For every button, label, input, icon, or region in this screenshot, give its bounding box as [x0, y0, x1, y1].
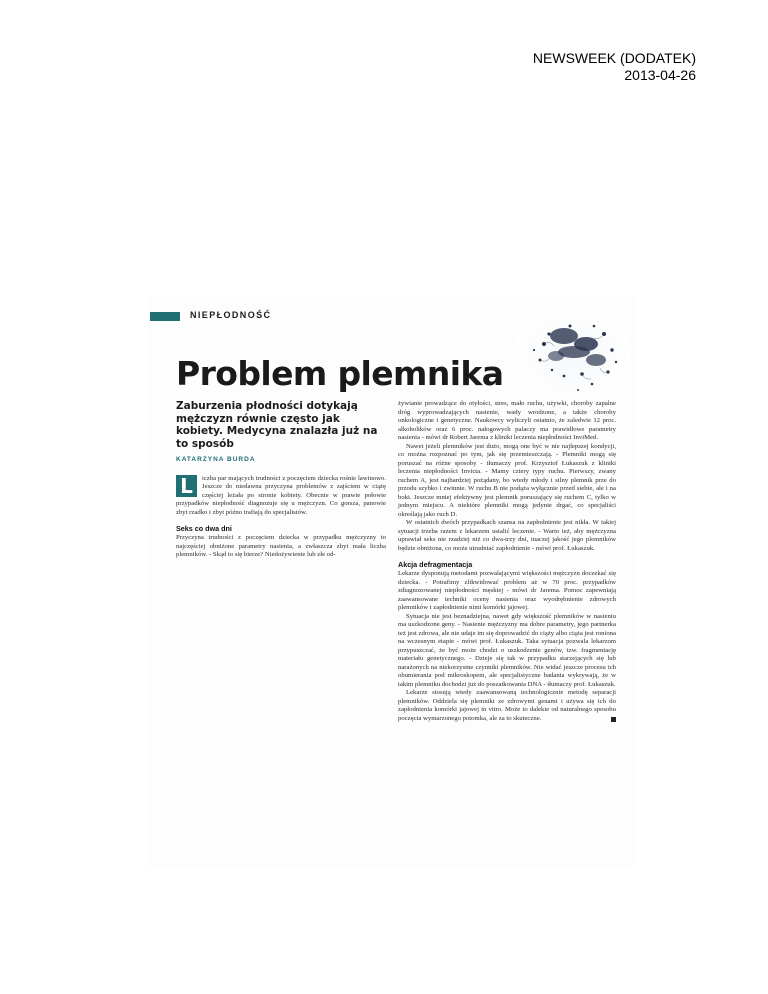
- paragraph-right-3: W ostatnich dwóch przypadkach szansa na zapłodnienie jest nikła. W takiej sytuacji trzeba razem z lekarzem ustalić leczenie. - Warto też, aby mężczyzna uprawiał seks nie rzadziej niż co dwa-trzy dni, inaczej jakość jego plemników będzie obniżona, co może utrudniać zapłodnienie - mówi prof. Łukaszuk.: [398, 519, 616, 552]
- column-right: [398, 400, 616, 723]
- paragraph-right-6: Lekarze stosują wtedy zaawansowaną technologicznie metodę separacji plemników. Oddziela się plemniki ze zdrowymi genami i używa się ich do zapłodnienia komórki jajowej in vitro. Może to dalekie od naturalnego sposobu poczęcia wymarzonego potomka, ale za to skuteczne.: [398, 689, 616, 722]
- paragraph-right-1: żywianie prowadzące do otyłości, stres, mało ruchu, używki, choroby zapalne dróg wyprowadzających nasienie, wady wrodzone, a także choroby onkologiczne i genetyczne. Naukowcy wyliczyli ostatnio, że zaledwie 12 proc. alkoholików oraz 6 proc. nałogowych palaczy ma prawidłowe parametry nasienia - mówi dr Robert Jarema z kliniki leczenia niepłodności InviMed.: [398, 400, 616, 441]
- subhead-akcja: Akcja defragmentacja: [398, 560, 473, 569]
- sperm-microscope-photo: [504, 304, 634, 404]
- article-clipping: [148, 296, 634, 868]
- column-left: [176, 400, 386, 560]
- paragraph-right-5: Sytuacja nie jest beznadziejna, nawet gdy większość plemników w nasieniu ma uszkodzone geny. - Nasienie mężczyzny ma dobre parametry, jego partnerka też jest zdrowa, ale nie udaje im się doprowadzić do ciąży albo ciąża jest roniona na wczesnym etapie - mówi prof. Łukaszuk. Taka sytuacja pozwala lekarzom przypuszczać, że być może chodzi o uszkodzenie genów, tzw. fragmentację materiału genetycznego. - Dzieje się tak w przypadku starzejących się lub narażonych na niekorzystne czynniki plemników. Nie widać jeszcze procesu ich obumierania pod mikroskopem, ale specjalistyczne badania wykrywają, że w takim plemniku dochodzi już do poszatkowania DNA - tłumaczy prof. Łukaszuk.: [398, 612, 616, 688]
- headline: Problem plemnika: [176, 354, 504, 393]
- paragraph-intro: iczba par mających trudności z poczęciem dziecka rośnie lawinowo. Jeszcze do niedawna przyczyna problemów z zajściem w ciążę częściej leżała po stronie kobiety. Obecnie w prawie połowie przypadków niepłodność diagnozuje się u mężczyzn. Co gorsza, panowie zbyt rzadko i zbyt późno trafiają do specjalistów.: [176, 474, 386, 516]
- paragraph-right-4: Lekarze dysponują metodami pozwalającymi większości mężczyzn doczekać się dziecka. - Potrafimy zlikwidować problem aż w 70 proc. przypadków zdiagnozowanej niepłodności męskiej - mówi dr Jarema. Pomoc zapewniają zaawansowane techniki oceny nasienia oraz wyodrębnienie zdrowych plemników i zapłodnienie nimi komórki jajowej.: [398, 570, 616, 611]
- section-label: NIEPŁODNOŚĆ: [190, 310, 272, 320]
- section-bar: [150, 312, 180, 321]
- paragraph-left-2: Przyczyna trudności z poczęciem dziecka w przypadku mężczyzny to najczęściej obniżone parametry nasienia, a zwłaszcza zbyt mała liczba plemników. - Skąd to się bierze? Niedożywienie lub złe od-: [176, 534, 386, 558]
- paragraph-right-2: Nawet jeżeli plemników jest dużo, mogą one być w nie najlepszej kondycji, co można rozpoznać po tym, jak się przemieszczają. - Plemniki mogą się poruszać na różne sposoby - tłumaczy prof. Krzysztof Łukaszuk z kliniki leczenia niepłodności Invicta. - Mamy cztery typy ruchu. Pierwszy, zwany ruchem A, jest najbardziej pożądany, bo wtedy młody i silny plemnik prze do przodu szybko i zwinnie. W ruchu B nie podąża wyłącznie przed siebie, ale i na boki. Jeszcze mniej efektywny jest plemnik poruszający się ruchem C, tylko w jednym miejscu. A niektóre plemniki mogą jedynie drgać, co specjaliści określają jako ruch D.: [398, 442, 616, 518]
- deck: Zaburzenia płodności dotykają mężczyzn równie często jak kobiety. Medycyna znalazła już na to sposób: [176, 400, 378, 450]
- byline: KATARZYNA BURDA: [176, 456, 256, 463]
- source-label: [533, 50, 696, 84]
- source-date: 2013-04-26: [624, 67, 696, 83]
- end-mark: [611, 717, 616, 722]
- source-publication: NEWSWEEK (DODATEK): [532, 50, 696, 66]
- subhead-seks: Seks co dwa dni: [176, 524, 232, 533]
- dropcap: L: [176, 475, 197, 497]
